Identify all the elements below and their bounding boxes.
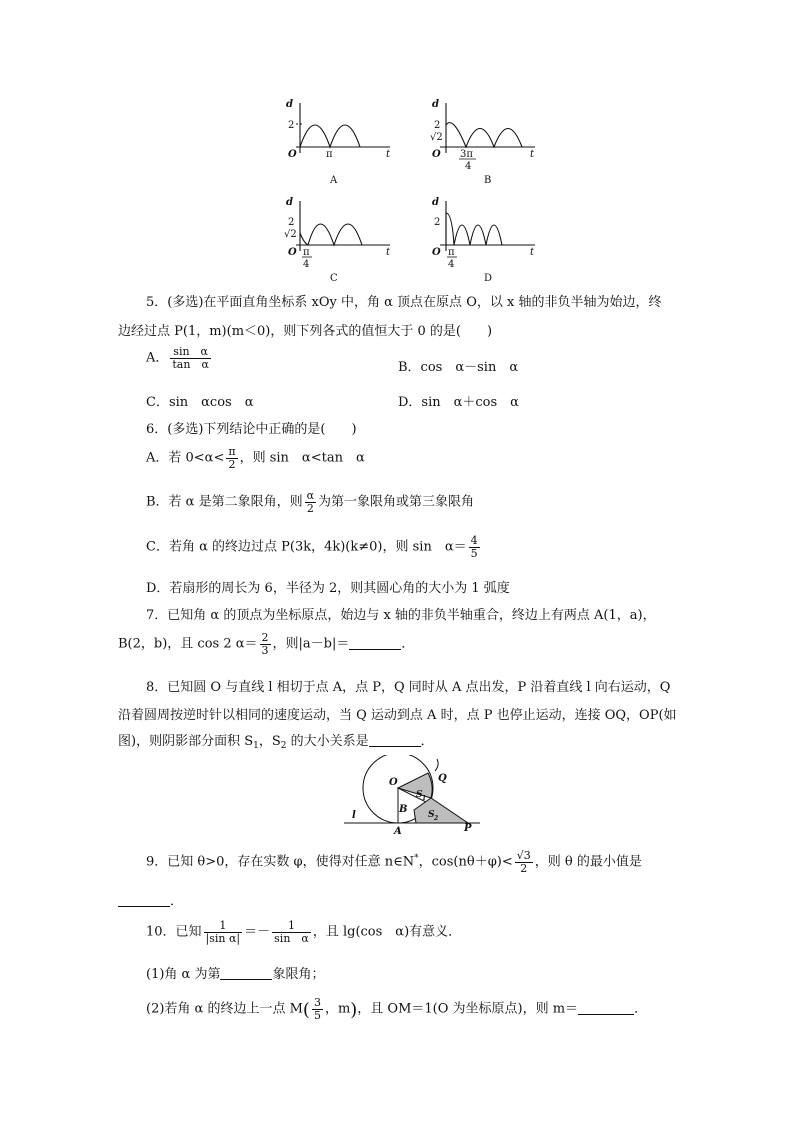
graph-C-caption: C: [330, 273, 338, 284]
graph-C-y-tick: 2: [288, 217, 295, 228]
q10-stem: [146, 920, 461, 944]
q10-frac1-num: 1: [204, 920, 243, 933]
q6-option-b-post: 为第一象限角或第三象限角: [318, 494, 475, 510]
graph-B-caption: B: [484, 175, 492, 186]
q6-option-a-num: π: [228, 445, 236, 458]
q8-line1: 8．已知圆 O 与直线 l 相切于点 A，点 P，Q 同时从 A 点出发，P 沿着直线 l 向右运动，Q: [146, 680, 671, 695]
q10-pre: 10．已知: [146, 924, 202, 940]
q8-line3-mid: ，S: [258, 734, 281, 749]
q8-line3-pre: 图)，则阴影部分面积 S: [118, 734, 254, 749]
graph-D-d-label: d: [432, 197, 439, 208]
q9-pre: 9．已知 θ>0，存在实数 φ，使得对任意 n∈N: [146, 854, 415, 870]
q8-fig-B: B: [399, 804, 408, 815]
q9-frac-den: 2: [520, 861, 528, 875]
q9-mid: ，cos(nθ＋φ)<: [418, 854, 513, 870]
q6-option-c-num: 4: [470, 534, 478, 547]
q9-line2: [118, 890, 183, 909]
q8-fig-S2: S: [428, 810, 435, 820]
q6-option-c: [146, 535, 482, 559]
q7-line2: [118, 632, 414, 656]
q10-part1-blank[interactable]: [220, 967, 272, 980]
graph-A-t-label: t: [386, 149, 391, 160]
q10-frac1-den: |sin α|: [205, 931, 241, 945]
q6-stem: 6．(多选)下列结论中正确的是( ): [146, 422, 357, 437]
q6-option-a-post: ，则 sin α<tan α: [239, 450, 365, 466]
graph-D-x-num: π: [448, 247, 455, 258]
q10-part2-blank[interactable]: [578, 1002, 634, 1015]
q8-fig-S1-sub: 1: [422, 795, 427, 802]
q10-part1: [146, 963, 324, 982]
graph-A-origin: O: [288, 149, 297, 160]
q7-line1: 7．已知角 α 的顶点为坐标原点，始边与 x 轴的非负半轴重合，终边上有两点 A(1，a)，: [146, 608, 656, 623]
graph-B-x-num: 3π: [460, 149, 473, 160]
graph-C-t-label: t: [386, 247, 391, 258]
q10-part2-end: ．: [634, 1001, 648, 1017]
q6-option-b-den: 2: [306, 501, 314, 515]
q7-line2-post: ，则|a－b|＝: [272, 636, 350, 652]
q10-eq: ＝－: [244, 924, 271, 940]
q6-option-a-den: 2: [228, 457, 236, 471]
q5-option-a-label: A．: [146, 350, 169, 366]
graph-A-x-tick: π: [326, 149, 333, 160]
q7-answer-blank[interactable]: [349, 637, 401, 650]
q8-answer-blank[interactable]: [369, 734, 421, 747]
q9-answer-blank[interactable]: [118, 894, 170, 907]
q10-part1-post: 象限角；: [272, 967, 325, 982]
q8-s1-sub: 1: [253, 741, 259, 751]
graph-B-d-label: d: [432, 99, 439, 110]
graph-C: [296, 201, 390, 251]
graph-D-x-den: 4: [448, 259, 455, 270]
q6-option-c-pre: C．若角 α 的终边过点 P(3k，4k)(k≠0)，则 sin α＝: [146, 539, 467, 555]
q10-part2: (2)若角 α 的终边上一点 M( $\frac{3}{5}$ ，m)，且 OM＝1(O 为坐标原点)，则 m＝ ．: [146, 996, 648, 1022]
q8-figure: [340, 755, 490, 835]
graph-D-y-tick: 2: [434, 217, 441, 228]
q8-line3-post: 的大小关系是: [286, 734, 369, 749]
q8-fig-S2-sub: 2: [434, 815, 439, 822]
q9-star: *: [414, 853, 419, 864]
q10-part2-pre: (2)若角 α 的终边上一点 M: [146, 1001, 303, 1017]
q9-post: ，则 θ 的最小值是: [534, 854, 642, 870]
q6-option-a-pre: A．若 0<α<: [146, 450, 225, 466]
q7-frac-num: 2: [261, 631, 269, 644]
graph-B-t-label: t: [530, 149, 535, 160]
q6-option-b: [146, 490, 474, 514]
q5-line2: 边经过点 P(1，m)(m＜0)，则下列各式的值恒大于 0 的是( ): [118, 324, 493, 339]
graph-C-origin: O: [288, 247, 297, 258]
q5-line1: 5．(多选)在平面直角坐标系 xOy 中，角 α 顶点在原点 O，以 x 轴的非负半轴为始边，终: [146, 295, 662, 310]
q6-option-d: D．若扇形的周长为 6，半径为 2，则其圆心角的大小为 1 弧度: [146, 581, 510, 596]
q8-fig-O: O: [389, 777, 398, 788]
q5-option-d: D．sin α＋cos α: [398, 395, 519, 410]
graph-B-x-den: 4: [465, 161, 472, 172]
q8-s2-sub: 2: [280, 741, 287, 751]
graph-B-y-tick: 2: [434, 120, 441, 131]
q8-fig-A: A: [394, 826, 402, 835]
graph-D: [440, 201, 535, 251]
q8-fig-S1: S: [416, 790, 423, 800]
graph-A: [296, 103, 390, 153]
graph-D-t-label: t: [530, 247, 535, 258]
q10-part2-post: ，且 OM＝1(O 为坐标原点)，则 m＝: [357, 1001, 579, 1017]
graph-A-y-tick: 2: [288, 120, 295, 131]
q5-option-a-den: tan α: [172, 357, 209, 371]
q6-option-b-pre: B．若 α 是第二象限角，则: [146, 494, 303, 510]
graph-A-caption: A: [330, 175, 338, 186]
graph-C-x-num: π: [303, 247, 310, 258]
q10-part2-m: ，m: [324, 1001, 351, 1017]
graph-C-y-tick-2: √2: [284, 229, 297, 240]
graph-C-d-label: d: [286, 197, 293, 208]
graph-B: [440, 103, 535, 153]
q8-fig-Q: Q: [438, 773, 447, 784]
q9-end: ．: [170, 894, 184, 909]
graph-B-y-tick-2: √2: [430, 132, 443, 143]
q8-fig-P: P: [464, 823, 472, 834]
q9-frac-num: √3: [516, 849, 531, 862]
q7-frac-den: 3: [261, 643, 269, 657]
q5-option-a-num: sin α: [170, 346, 211, 359]
q10-part2-frac-num: 3: [313, 996, 321, 1009]
q5-option-a: [146, 346, 213, 370]
q7-line2-end: ．: [401, 636, 415, 652]
graph-C-x-den: 4: [303, 259, 310, 270]
q6-option-b-num: α: [306, 489, 315, 502]
q8-line3: [118, 730, 434, 751]
graph-A-d-label: d: [286, 99, 293, 110]
graph-B-origin: O: [432, 149, 441, 160]
q10-part2-frac-den: 5: [313, 1008, 321, 1022]
q10-post: ，且 lg(cos α)有意义．: [312, 924, 462, 940]
q8-line3-end: ．: [420, 734, 434, 749]
q5-option-b: B．cos α－sin α: [398, 360, 519, 375]
q5-option-c: C．sin αcos α: [146, 395, 254, 410]
q8-line2: 沿着圆周按逆时针以相同的速度运动，当 Q 运动到点 A 时，点 P 也停止运动，连接 OQ，OP(如: [118, 708, 677, 723]
graph-D-origin: O: [432, 247, 441, 258]
q9-line1: [146, 850, 642, 874]
q8-fig-l: l: [352, 810, 356, 821]
answer-graphs: [270, 95, 550, 285]
graph-D-caption: D: [484, 273, 493, 284]
q10-frac2-den: sin α: [274, 931, 309, 945]
q10-frac2-num: 1: [272, 920, 311, 933]
q10-part1-pre: (1)角 α 为第: [146, 967, 221, 982]
q6-option-a: [146, 446, 365, 470]
q7-line2-pre: B(2，b)，且 cos 2 α＝: [118, 636, 258, 652]
q6-option-c-den: 5: [470, 546, 478, 560]
